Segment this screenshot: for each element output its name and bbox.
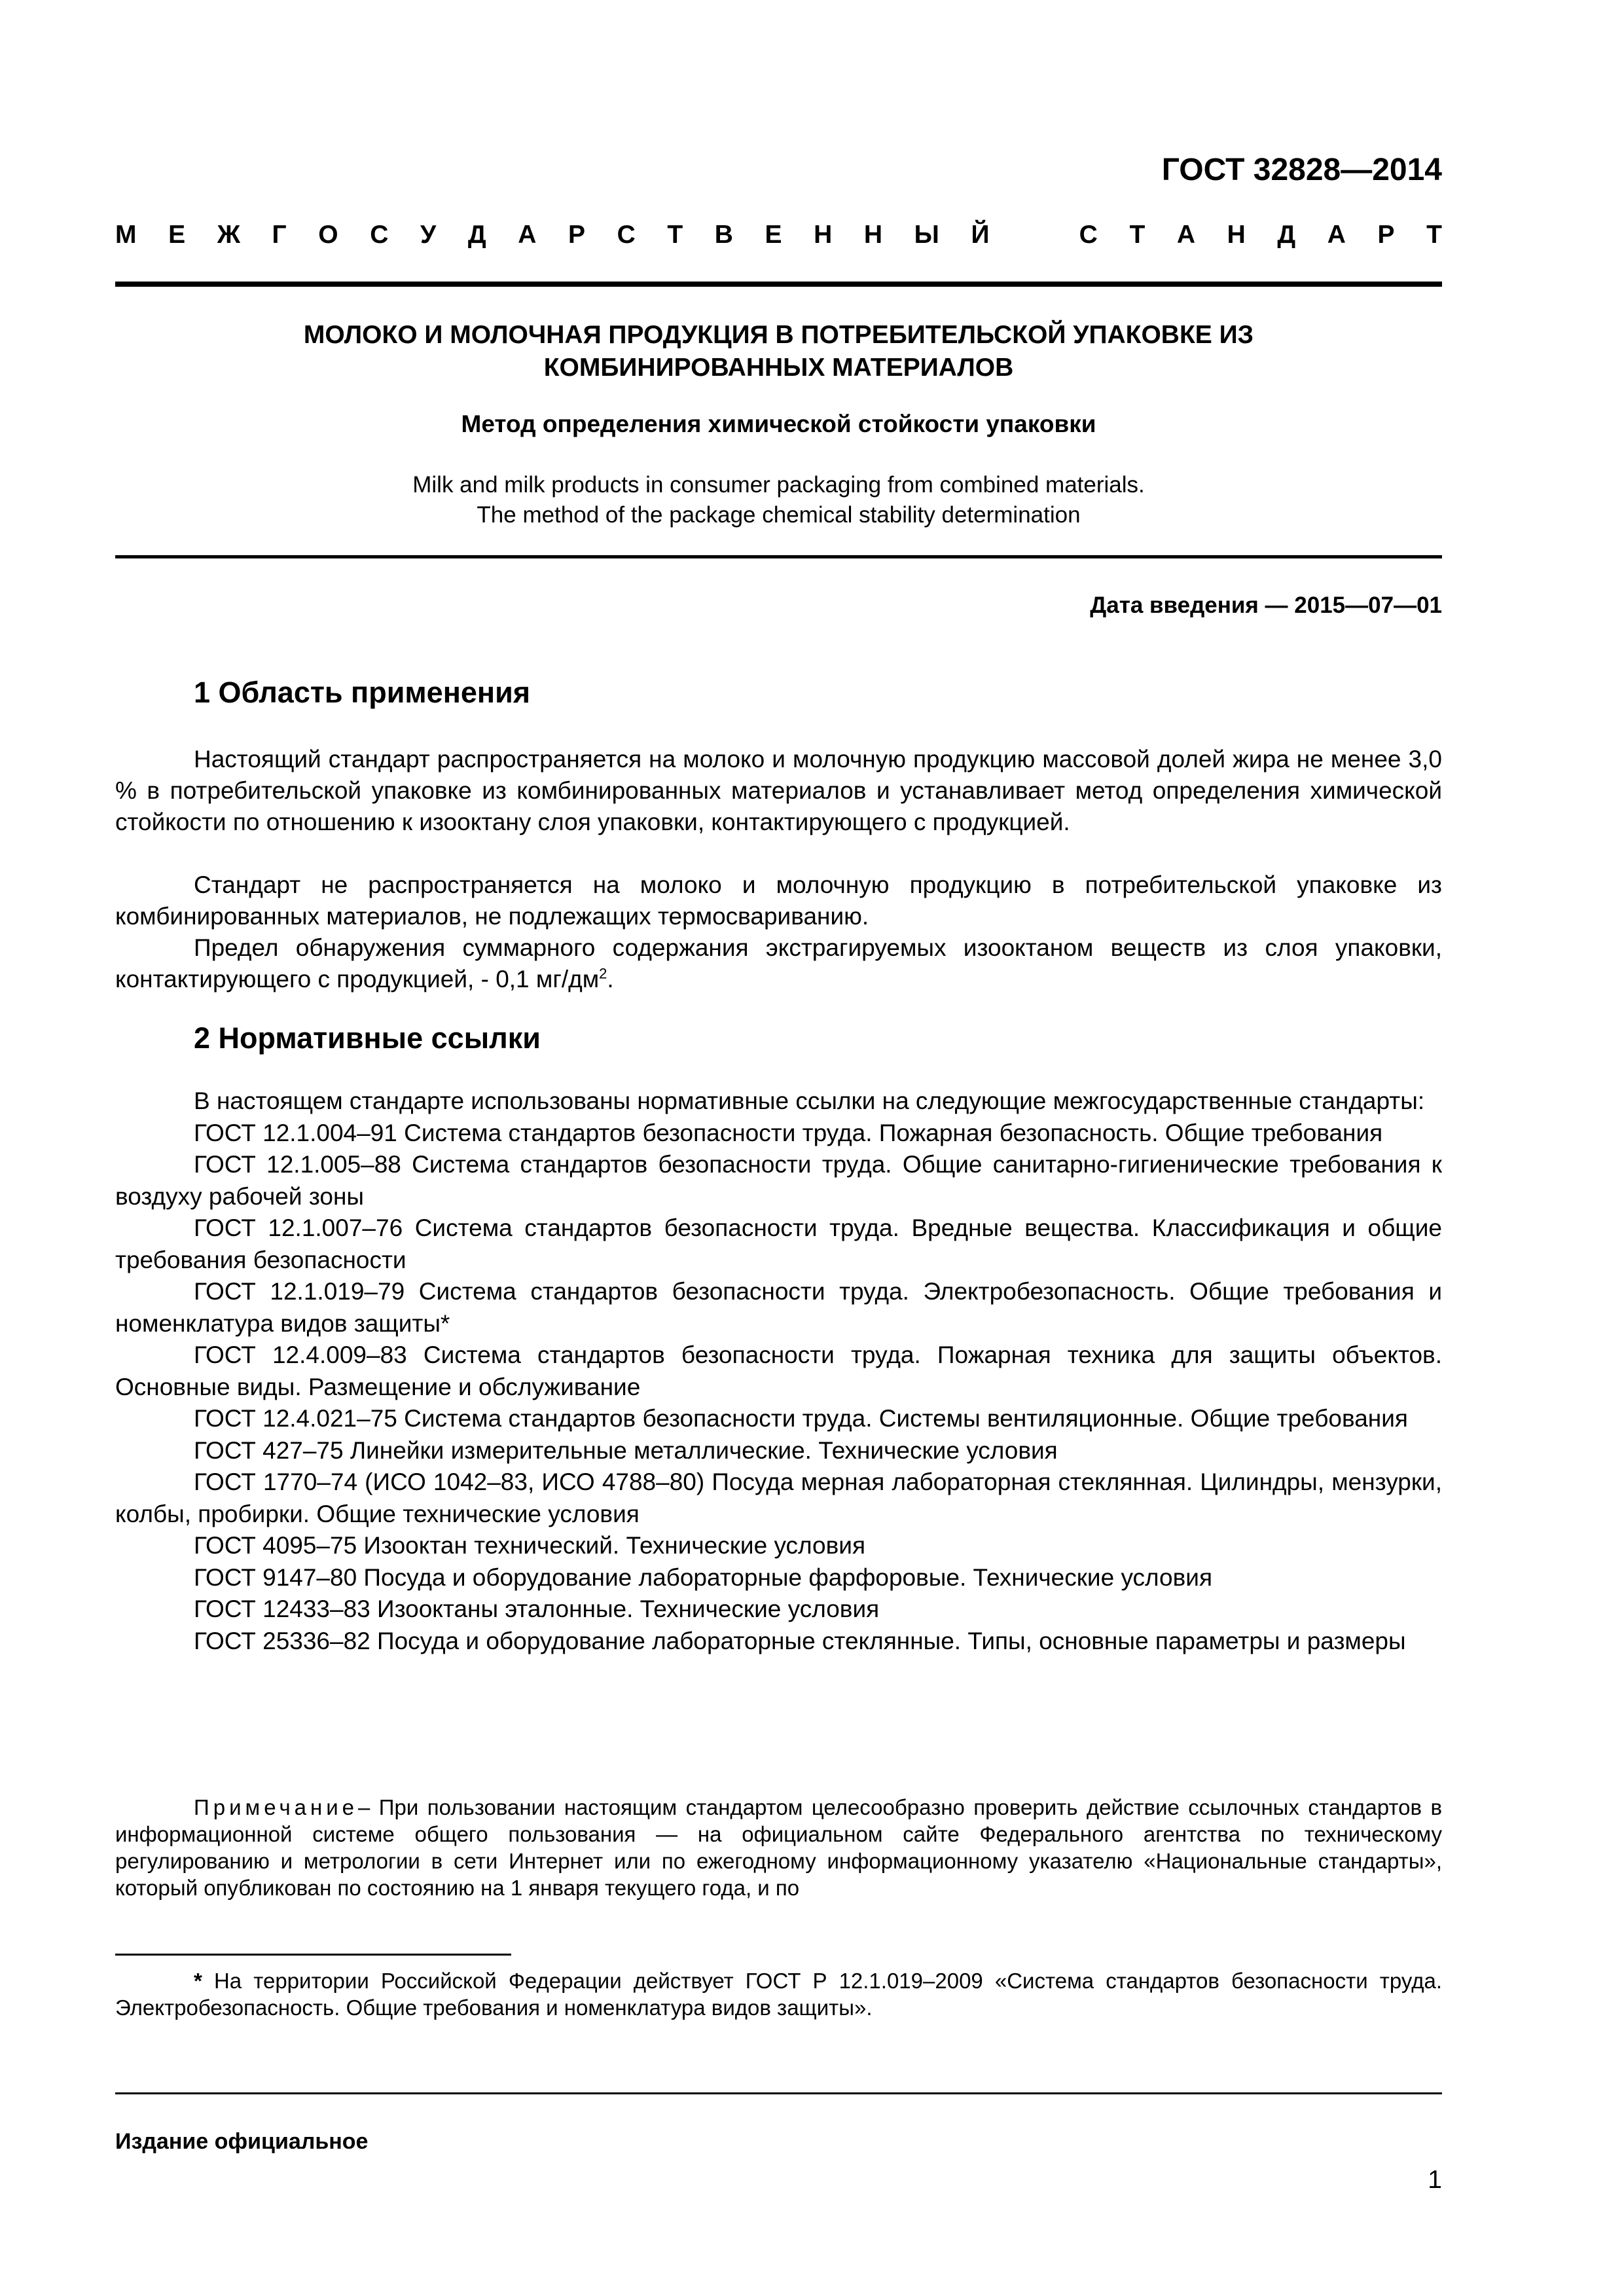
- reference-item: ГОСТ 4095–75 Изооктан технический. Технические условия: [194, 1532, 865, 1559]
- banner-letter: Г: [272, 221, 287, 249]
- scope-paragraph: [115, 932, 1442, 995]
- title-line: КОМБИНИРОВАННЫХ МАТЕРИАЛОВ: [543, 354, 1014, 382]
- page-number: 1: [1428, 2166, 1442, 2194]
- banner-letter: Д: [467, 221, 486, 249]
- banner-letter: М: [115, 221, 137, 249]
- scope-paragraph: Стандарт не распространяется на молоко и молочную продукцию в потребительской упаковке из комбинированных материалов, не подлежащих термосвариванию.: [115, 871, 1442, 930]
- banner-letter: Е: [765, 221, 782, 249]
- banner-letter: Т: [667, 221, 683, 249]
- section-heading-references: 2 Нормативные ссылки: [194, 1021, 541, 1055]
- reference-item: ГОСТ 12.4.009–83 Система стандартов безопасности труда. Пожарная техника для защиты объектов. Основные виды. Размещение и обслуживание: [115, 1341, 1442, 1400]
- footnote-mark: *: [194, 1969, 202, 1993]
- introduction-date: Дата введения — 2015—07—01: [1090, 592, 1442, 618]
- note-text: – При пользовании настоящим стандартом целесообразно проверить действие ссылочных стандартов в информационной системе общего пользования — на официальном сайте Федерального агентства по техническому регулированию и метрологии в сети Интернет или по ежегодному информационному указателю «Национальные стандарты», который опубликован по состоянию на 1 января текущего года, и по: [115, 1795, 1442, 1900]
- banner-letter: У: [420, 221, 437, 249]
- footer-rule: [115, 2092, 1442, 2094]
- banner-gap: [1021, 221, 1047, 249]
- reference-item: ГОСТ 1770–74 (ИСО 1042–83, ИСО 4788–80) Посуда мерная лабораторная стеклянная. Цилиндры, мензурки, колбы, пробирки. Общие технические условия: [115, 1468, 1442, 1527]
- reference-item: ГОСТ 9147–80 Посуда и оборудование лабораторные фарфоровые. Технические условия: [194, 1563, 1212, 1591]
- banner-letter: Н: [1227, 221, 1246, 249]
- banner-letter: Р: [568, 221, 585, 249]
- banner-letter: С: [617, 221, 636, 249]
- footnote-text: На территории Российской Федерации действует ГОСТ Р 12.1.019–2009 «Система стандартов безопасности труда. Электробезопасность. Общие требования и номенклатура видов защиты».: [115, 1969, 1442, 2020]
- title-line: МОЛОКО И МОЛОЧНАЯ ПРОДУКЦИЯ В ПОТРЕБИТЕЛЬСКОЙ УПАКОВКЕ ИЗ: [303, 321, 1254, 349]
- banner-letter: Р: [1377, 221, 1395, 249]
- banner-letter: Д: [1277, 221, 1296, 249]
- english-title: [115, 470, 1442, 530]
- banner-letter: В: [714, 221, 733, 249]
- references-intro: В настоящем стандарте использованы нормативные ссылки на следующие межгосударственные стандарты:: [194, 1087, 1425, 1114]
- reference-item: ГОСТ 12.4.021–75 Система стандартов безопасности труда. Системы вентиляционные. Общие требования: [194, 1405, 1408, 1432]
- reference-item: ГОСТ 12433–83 Изооктаны эталонные. Технические условия: [194, 1595, 880, 1622]
- banner-letter: Н: [814, 221, 833, 249]
- banner-letter: О: [318, 221, 338, 249]
- banner-letter: С: [1079, 221, 1098, 249]
- reference-item: ГОСТ 12.1.005–88 Система стандартов безопасности труда. Общие санитарно-гигиенические требования к воздуху рабочей зоны: [115, 1151, 1442, 1210]
- banner-letter: Ы: [914, 221, 939, 249]
- section-heading-scope: 1 Область применения: [194, 676, 531, 709]
- banner-letter: А: [1327, 221, 1346, 249]
- note-label: Примечание: [194, 1795, 359, 1819]
- note-paragraph: [115, 1794, 1442, 1901]
- banner-letter: Н: [863, 221, 883, 249]
- banner-letter: Т: [1426, 221, 1442, 249]
- scope-paragraph: Настоящий стандарт распространяется на молоко и молочную продукцию массовой долей жира не менее 3,0 % в потребительской упаковке из комбинированных материалов и устанавливает метод определения химической стойкости по отношению к изооктану слоя упаковки, контактирующего с продукцией.: [115, 746, 1442, 835]
- detection-limit-text: Предел обнаружения суммарного содержания экстрагируемых изооктаном веществ из слоя упаковки, контактирующего с продукцией, - 0,1 мг/дм: [115, 934, 1442, 993]
- banner-letter: А: [518, 221, 537, 249]
- banner-letter: Й: [971, 221, 990, 249]
- reference-item: ГОСТ 12.1.019–79 Система стандартов безопасности труда. Электробезопасность. Общие требования и номенклатура видов защиты*: [115, 1278, 1442, 1337]
- footnote: [115, 1967, 1442, 2021]
- normative-references-list: [115, 1085, 1442, 1657]
- banner-letter: Ж: [217, 221, 240, 249]
- banner-letter: Т: [1129, 221, 1146, 249]
- reference-item: ГОСТ 427–75 Линейки измерительные металлические. Технические условия: [194, 1436, 1058, 1464]
- english-title-line: The method of the package chemical stability determination: [477, 502, 1081, 528]
- english-title-line: Milk and milk products in consumer packaging from combined materials.: [412, 472, 1145, 498]
- footnote-separator: [115, 1954, 511, 1956]
- title-rule: [115, 555, 1442, 558]
- banner-letter: А: [1176, 221, 1196, 249]
- banner-letter: С: [370, 221, 389, 249]
- header-rule: [115, 282, 1442, 287]
- document-subtitle: Метод определения химической стойкости упаковки: [461, 410, 1096, 437]
- document-title: [115, 319, 1442, 384]
- standard-number: ГОСТ 32828—2014: [1161, 153, 1442, 187]
- superscript: 2: [599, 965, 607, 982]
- period: .: [607, 966, 614, 993]
- official-edition-label: Издание официальное: [115, 2129, 369, 2154]
- reference-item: ГОСТ 25336–82 Посуда и оборудование лабораторные стеклянные. Типы, основные параметры и размеры: [194, 1627, 1406, 1654]
- banner-letter: Е: [168, 221, 186, 249]
- interstate-standard-banner: [115, 221, 1442, 249]
- reference-item: ГОСТ 12.1.004–91 Система стандартов безопасности труда. Пожарная безопасность. Общие требования: [194, 1119, 1383, 1146]
- reference-item: ГОСТ 12.1.007–76 Система стандартов безопасности труда. Вредные вещества. Классификация и общие требования безопасности: [115, 1214, 1442, 1273]
